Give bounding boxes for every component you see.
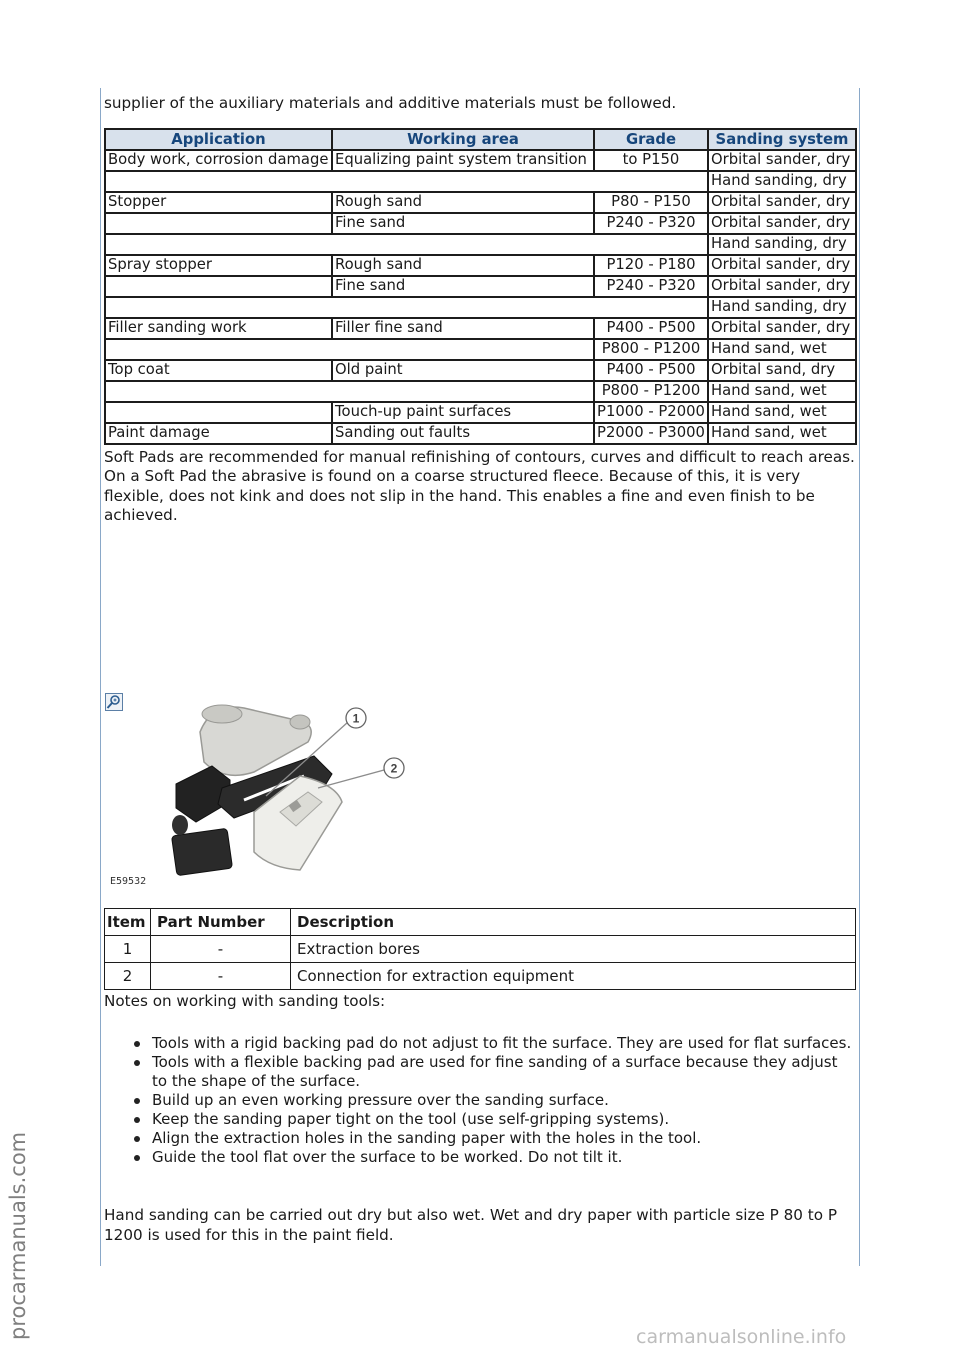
callout-2-label: 2 — [390, 761, 398, 776]
cell-grade: P800 - P1200 — [594, 339, 708, 360]
header-application: Application — [105, 129, 332, 150]
cell-application: Filler sanding work — [105, 318, 332, 339]
cell-grade: P800 - P1200 — [594, 381, 708, 402]
header-working-area: Working area — [332, 129, 594, 150]
cell-system: Orbital sand, dry — [708, 360, 856, 381]
cell-grade: P240 - P320 — [594, 213, 708, 234]
footer-watermark: carmanualsonline.info — [636, 1326, 847, 1348]
cell-system: Hand sand, wet — [708, 423, 856, 444]
cell-system: Hand sanding, dry — [708, 171, 856, 192]
cell-empty — [105, 297, 708, 318]
cell-application: Top coat — [105, 360, 332, 381]
cell-grade: P400 - P500 — [594, 360, 708, 381]
table-row — [105, 318, 856, 339]
header-description: Description — [291, 909, 856, 936]
notes-title: Notes on working with sanding tools: — [104, 992, 386, 1010]
figure-code: E59532 — [110, 876, 147, 887]
header-item: Item — [105, 909, 151, 936]
cell-working-area: Sanding out faults — [332, 423, 594, 444]
cell-system: Orbital sander, dry — [708, 318, 856, 339]
cell-working-area: Rough sand — [332, 192, 594, 213]
table-row — [105, 171, 856, 192]
cell-grade: P80 - P150 — [594, 192, 708, 213]
cell-grade: P120 - P180 — [594, 255, 708, 276]
notes-list — [128, 1034, 852, 1167]
table-row — [105, 360, 856, 381]
cell-system: Hand sand, wet — [708, 402, 856, 423]
side-watermark: procarmanuals.com — [6, 1131, 30, 1340]
cell-working-area: Filler fine sand — [332, 318, 594, 339]
cell-grade: P240 - P320 — [594, 276, 708, 297]
table-row — [105, 276, 856, 297]
left-margin-rule — [100, 88, 101, 1266]
cell-part-number: - — [151, 963, 291, 990]
cell-system: Orbital sander, dry — [708, 150, 856, 171]
table-row — [105, 255, 856, 276]
table-row — [105, 963, 856, 990]
cell-system: Orbital sander, dry — [708, 192, 856, 213]
table-row — [105, 297, 856, 318]
cell-item: 2 — [105, 963, 151, 990]
cell-working-area: Fine sand — [332, 276, 594, 297]
cell-empty — [105, 234, 708, 255]
table-row — [105, 423, 856, 444]
table-row — [105, 381, 856, 402]
cell-empty — [105, 339, 594, 360]
final-paragraph: Hand sanding can be carried out dry but also wet. Wet and dry paper with particle size P 80 to P 1200 is used for this in the paint field. — [104, 1206, 837, 1244]
cell-description: Connection for extraction equipment — [291, 963, 856, 990]
cell-application: Paint damage — [105, 423, 332, 444]
cell-empty — [105, 381, 594, 402]
callout-1-label: 1 — [352, 711, 360, 726]
list-item: Align the extraction holes in the sanding paper with the holes in the tool. — [152, 1129, 852, 1148]
list-item: Keep the sanding paper tight on the tool (use self-gripping systems). — [152, 1110, 852, 1129]
table-row — [105, 936, 856, 963]
cell-application: Stopper — [105, 192, 332, 213]
sanding-table-header — [105, 129, 856, 150]
cell-empty — [105, 402, 332, 423]
page-content — [104, 94, 856, 526]
header-grade: Grade — [594, 129, 708, 150]
cell-application: Body work, corrosion damage — [105, 150, 332, 171]
cell-working-area: Touch-up paint surfaces — [332, 402, 594, 423]
cell-working-area: Equalizing paint system transition — [332, 150, 594, 171]
table-row — [105, 234, 856, 255]
sanding-table — [104, 128, 857, 445]
intro-paragraph: supplier of the auxiliary materials and additive materials must be followed. — [104, 94, 677, 112]
list-item: Tools with a flexible backing pad are used for fine sanding of a surface because they adjust to the shape of the surface. — [152, 1053, 852, 1091]
cell-item: 1 — [105, 936, 151, 963]
items-table-header — [105, 909, 856, 936]
cell-working-area: Fine sand — [332, 213, 594, 234]
cell-working-area: Old paint — [332, 360, 594, 381]
cell-system: Orbital sander, dry — [708, 213, 856, 234]
cell-system: Hand sand, wet — [708, 339, 856, 360]
cell-system: Hand sanding, dry — [708, 297, 856, 318]
table-row — [105, 402, 856, 423]
cell-system: Hand sanding, dry — [708, 234, 856, 255]
table-row — [105, 339, 856, 360]
cell-system: Orbital sander, dry — [708, 255, 856, 276]
cell-empty — [105, 171, 708, 192]
cell-description: Extraction bores — [291, 936, 856, 963]
table-row — [105, 192, 856, 213]
list-item: Guide the tool flat over the surface to be worked. Do not tilt it. — [152, 1148, 852, 1167]
header-part-number: Part Number — [151, 909, 291, 936]
header-sanding-system: Sanding system — [708, 129, 856, 150]
list-item: Tools with a rigid backing pad do not adjust to fit the surface. They are used for flat surfaces. — [152, 1034, 852, 1052]
magnify-icon[interactable] — [105, 693, 123, 711]
items-table — [104, 908, 856, 990]
cell-grade: P1000 - P2000 — [594, 402, 708, 423]
soft-pad-paragraph: Soft Pads are recommended for manual refinishing of contours, curves and difficult to reach areas. On a Soft Pad the abrasive is found on a coarse structured fleece. Because of this, it is very flexible, does not kink and does not slip in the hand. This enables a fine and even finish to be achieved. — [104, 447, 855, 525]
cell-application: Spray stopper — [105, 255, 332, 276]
cell-system: Orbital sander, dry — [708, 276, 856, 297]
cell-system: Hand sand, wet — [708, 381, 856, 402]
table-row — [105, 213, 856, 234]
list-item: Build up an even working pressure over the sanding surface. — [152, 1091, 852, 1110]
cell-grade: to P150 — [594, 150, 708, 171]
cell-empty — [105, 276, 332, 297]
right-margin-rule — [859, 88, 860, 1266]
table-row — [105, 150, 856, 171]
cell-grade: P2000 - P3000 — [594, 423, 708, 444]
cell-empty — [105, 213, 332, 234]
cell-working-area: Rough sand — [332, 255, 594, 276]
sanding-tools-figure — [104, 692, 424, 888]
cell-grade: P400 - P500 — [594, 318, 708, 339]
cell-part-number: - — [151, 936, 291, 963]
